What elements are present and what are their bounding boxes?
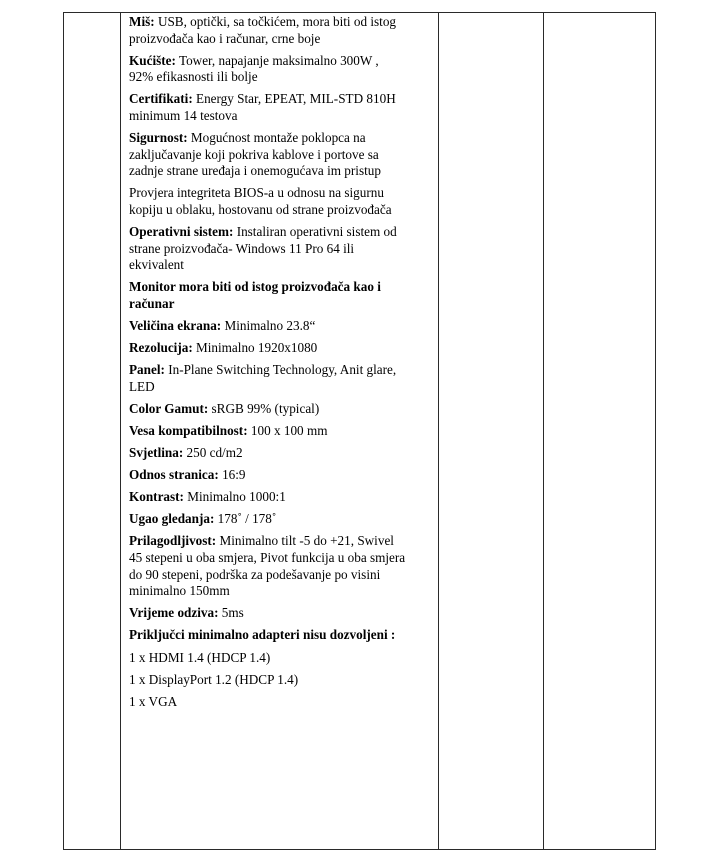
spec-text: 178˚ / 178˚ — [214, 511, 277, 527]
spec-vesa — [129, 423, 435, 440]
table-column-divider — [120, 12, 121, 850]
spec-label: Miš: — [129, 14, 155, 29]
spec-resolution — [129, 340, 435, 357]
port-vga — [129, 694, 435, 711]
spec-aspect-ratio — [129, 467, 435, 484]
specification-cell — [129, 14, 435, 716]
spec-label: Sigurnost: — [129, 130, 188, 146]
table-border-bottom — [63, 849, 655, 850]
spec-label: Vesa kompatibilnost: — [129, 422, 248, 438]
spec-os — [129, 224, 435, 274]
spec-label: Certifikati: — [129, 91, 193, 107]
spec-text: USB, optički, sa točkićem, mora biti od istog proizvođača kao i računar, crne boje — [129, 14, 397, 46]
spec-color-gamut — [129, 401, 435, 418]
spec-label: Panel: — [129, 362, 165, 378]
spec-text: 1 x DisplayPort 1.2 (HDCP 1.4) — [129, 671, 299, 687]
port-hdmi — [129, 650, 435, 667]
spec-response-time — [129, 605, 435, 622]
spec-case — [129, 53, 435, 86]
spec-text: Minimalno 1920x1080 — [192, 340, 318, 356]
spec-label: Operativni sistem: — [129, 224, 234, 240]
table-border-right — [655, 12, 656, 850]
spec-security — [129, 130, 435, 180]
spec-viewing-angle — [129, 511, 435, 528]
spec-text: 250 cd/m2 — [183, 445, 243, 461]
ports-heading: Priključci minimalno adapteri nisu dozvoljeni : — [129, 627, 396, 643]
table-border-top — [63, 12, 655, 13]
spec-label: Veličina ekrana: — [129, 318, 222, 333]
spec-label: Kontrast: — [129, 489, 184, 505]
port-displayport — [129, 672, 435, 689]
spec-contrast — [129, 489, 435, 506]
spec-text: Tower, napajanje maksimalno 300W , 92% efikasnosti ili bolje — [129, 52, 379, 85]
spec-label: Odnos stranica: — [129, 467, 219, 483]
table-column-divider — [438, 12, 439, 850]
spec-text: Instaliran operativni sistem od strane proizvođača- Windows 11 Pro 64 ili ekvivalent — [129, 224, 397, 273]
spec-adjustability — [129, 533, 435, 599]
table-column-divider — [543, 12, 544, 850]
spec-text: Minimalno 1000:1 — [183, 489, 286, 505]
table-border-left — [63, 12, 64, 850]
spec-text: In-Plane Switching Technology, Anit glare, LED — [129, 362, 397, 394]
spec-text: Minimalno 23.8“ — [221, 318, 316, 333]
monitor-heading: Monitor mora biti od istog proizvođača kao i računar — [129, 279, 381, 311]
spec-label: Ugao gledanja: — [129, 511, 215, 527]
spec-label: Prilagodljivost: — [129, 533, 217, 549]
spec-brightness — [129, 445, 435, 462]
spec-label: Kućište: — [129, 52, 176, 68]
spec-screen-size — [129, 318, 435, 335]
spec-text: Provjera integriteta BIOS-a u odnosu na sigurnu kopiju u oblaku, hostovanu od strane proizvođača — [129, 185, 392, 217]
spec-text: Energy Star, EPEAT, MIL-STD 810H minimum 14 testova — [129, 91, 396, 123]
spec-panel — [129, 362, 435, 395]
spec-bios — [129, 185, 435, 218]
spec-text: Minimalno tilt -5 do +21, Swivel 45 stepeni u oba smjera, Pivot funkcija u oba smjera do 90 stepeni, podrška za podešavanje po visini minimalno 150mm — [129, 533, 406, 599]
spec-text: 16:9 — [218, 467, 246, 483]
spec-text: 100 x 100 mm — [247, 422, 328, 438]
spec-text: Mogućnost montaže poklopca na zaključavanje koji pokriva kablove i portove sa zadnje strane uređaja i onemogućava im pristup — [129, 130, 381, 179]
spec-label: Vrijeme odziva: — [129, 605, 219, 621]
spec-text: 5ms — [218, 605, 244, 621]
spec-label: Rezolucija: — [129, 340, 193, 356]
spec-label: Svjetlina: — [129, 445, 184, 461]
spec-text: 1 x HDMI 1.4 (HDCP 1.4) — [129, 649, 271, 665]
spec-mouse — [129, 14, 435, 47]
spec-certificates — [129, 91, 435, 124]
spec-label: Color Gamut: — [129, 400, 209, 416]
spec-text: 1 x VGA — [129, 693, 178, 709]
spec-text: sRGB 99% (typical) — [208, 400, 320, 416]
